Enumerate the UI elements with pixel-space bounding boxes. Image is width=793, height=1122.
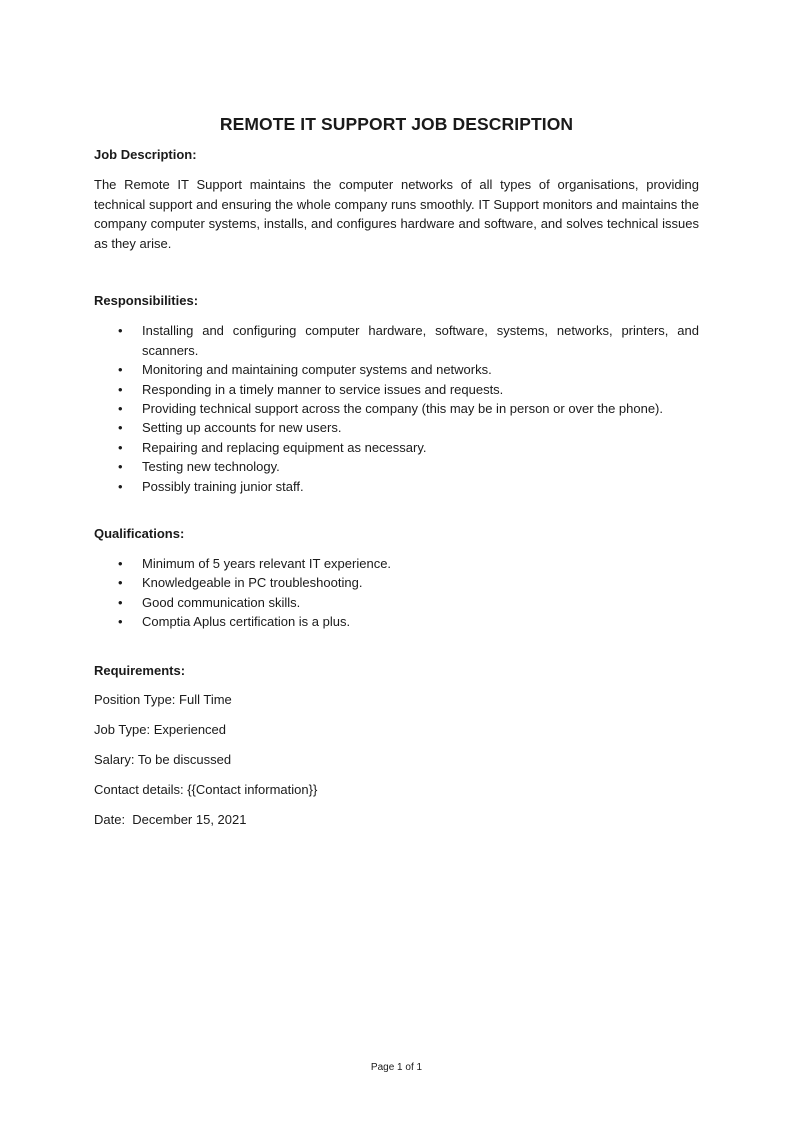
list-item-text: Possibly training junior staff. [142, 478, 304, 494]
bullet-icon: • [118, 478, 123, 494]
list-item [94, 573, 699, 592]
list-item-text: Responding in a timely manner to service issues and requests. [142, 381, 504, 397]
list-item-text: Minimum of 5 years relevant IT experience. [142, 556, 392, 572]
list-item-text: Setting up accounts for new users. [142, 420, 342, 436]
bullet-icon: • [118, 381, 123, 397]
list-item [94, 360, 699, 379]
list-item [94, 593, 699, 612]
requirements-heading: Requirements: [94, 662, 186, 678]
list-item [94, 399, 699, 418]
job-type: Job Type: Experienced [94, 721, 227, 737]
list-item-text: Knowledgeable in PC troubleshooting. [142, 575, 363, 591]
page-number: Page 1 of 1 [370, 1062, 423, 1073]
list-item [94, 438, 699, 457]
responsibilities-heading: Responsibilities: [94, 293, 199, 309]
list-item-text: Monitoring and maintaining computer systems and networks. [142, 362, 492, 378]
list-item [94, 321, 699, 360]
date: Date: December 15, 2021 [94, 811, 247, 827]
document-title: REMOTE IT SUPPORT JOB DESCRIPTION [219, 114, 574, 134]
list-item-text: Installing and configuring computer hardware, software, systems, networks, printers, and scanners. [142, 323, 699, 358]
document-body [94, 113, 699, 841]
job-description-heading: Job Description: [94, 147, 197, 162]
qualifications-heading: Qualifications: [94, 526, 185, 542]
responsibilities-list [94, 321, 699, 496]
list-item [94, 612, 699, 631]
list-item-text: Repairing and replacing equipment as necessary. [142, 439, 427, 455]
qualifications-list [94, 554, 699, 632]
contact-details: Contact details: {{Contact information}} [94, 781, 318, 797]
list-item-text: Good communication skills. [142, 594, 301, 610]
list-item [94, 418, 699, 437]
bullet-icon: • [118, 614, 123, 630]
bullet-icon: • [118, 594, 123, 610]
bullet-icon: • [118, 575, 123, 591]
salary: Salary: To be discussed [94, 751, 232, 767]
position-type: Position Type: Full Time [94, 691, 232, 707]
list-item [94, 554, 699, 573]
list-item-text: Providing technical support across the company (this may be in person or over the phone). [142, 401, 663, 416]
list-item [94, 457, 699, 476]
list-item-text: Comptia Aplus certification is a plus. [142, 614, 351, 630]
bullet-icon: • [118, 323, 123, 339]
job-description-text: The Remote IT Support maintains the computer networks of all types of organisations, providing technical support and ensuring the whole company runs smoothly. IT Support monitors and maintains the company computer systems, installs, and configures hardware and software, and solves technical issues as they arise. [94, 177, 699, 251]
bullet-icon: • [118, 362, 123, 378]
bullet-icon: • [118, 459, 123, 475]
list-item [94, 477, 699, 496]
bullet-icon: • [118, 439, 123, 455]
bullet-icon: • [118, 556, 123, 572]
bullet-icon: • [118, 420, 123, 436]
bullet-icon: • [118, 401, 123, 416]
list-item [94, 380, 699, 399]
list-item-text: Testing new technology. [142, 459, 280, 475]
